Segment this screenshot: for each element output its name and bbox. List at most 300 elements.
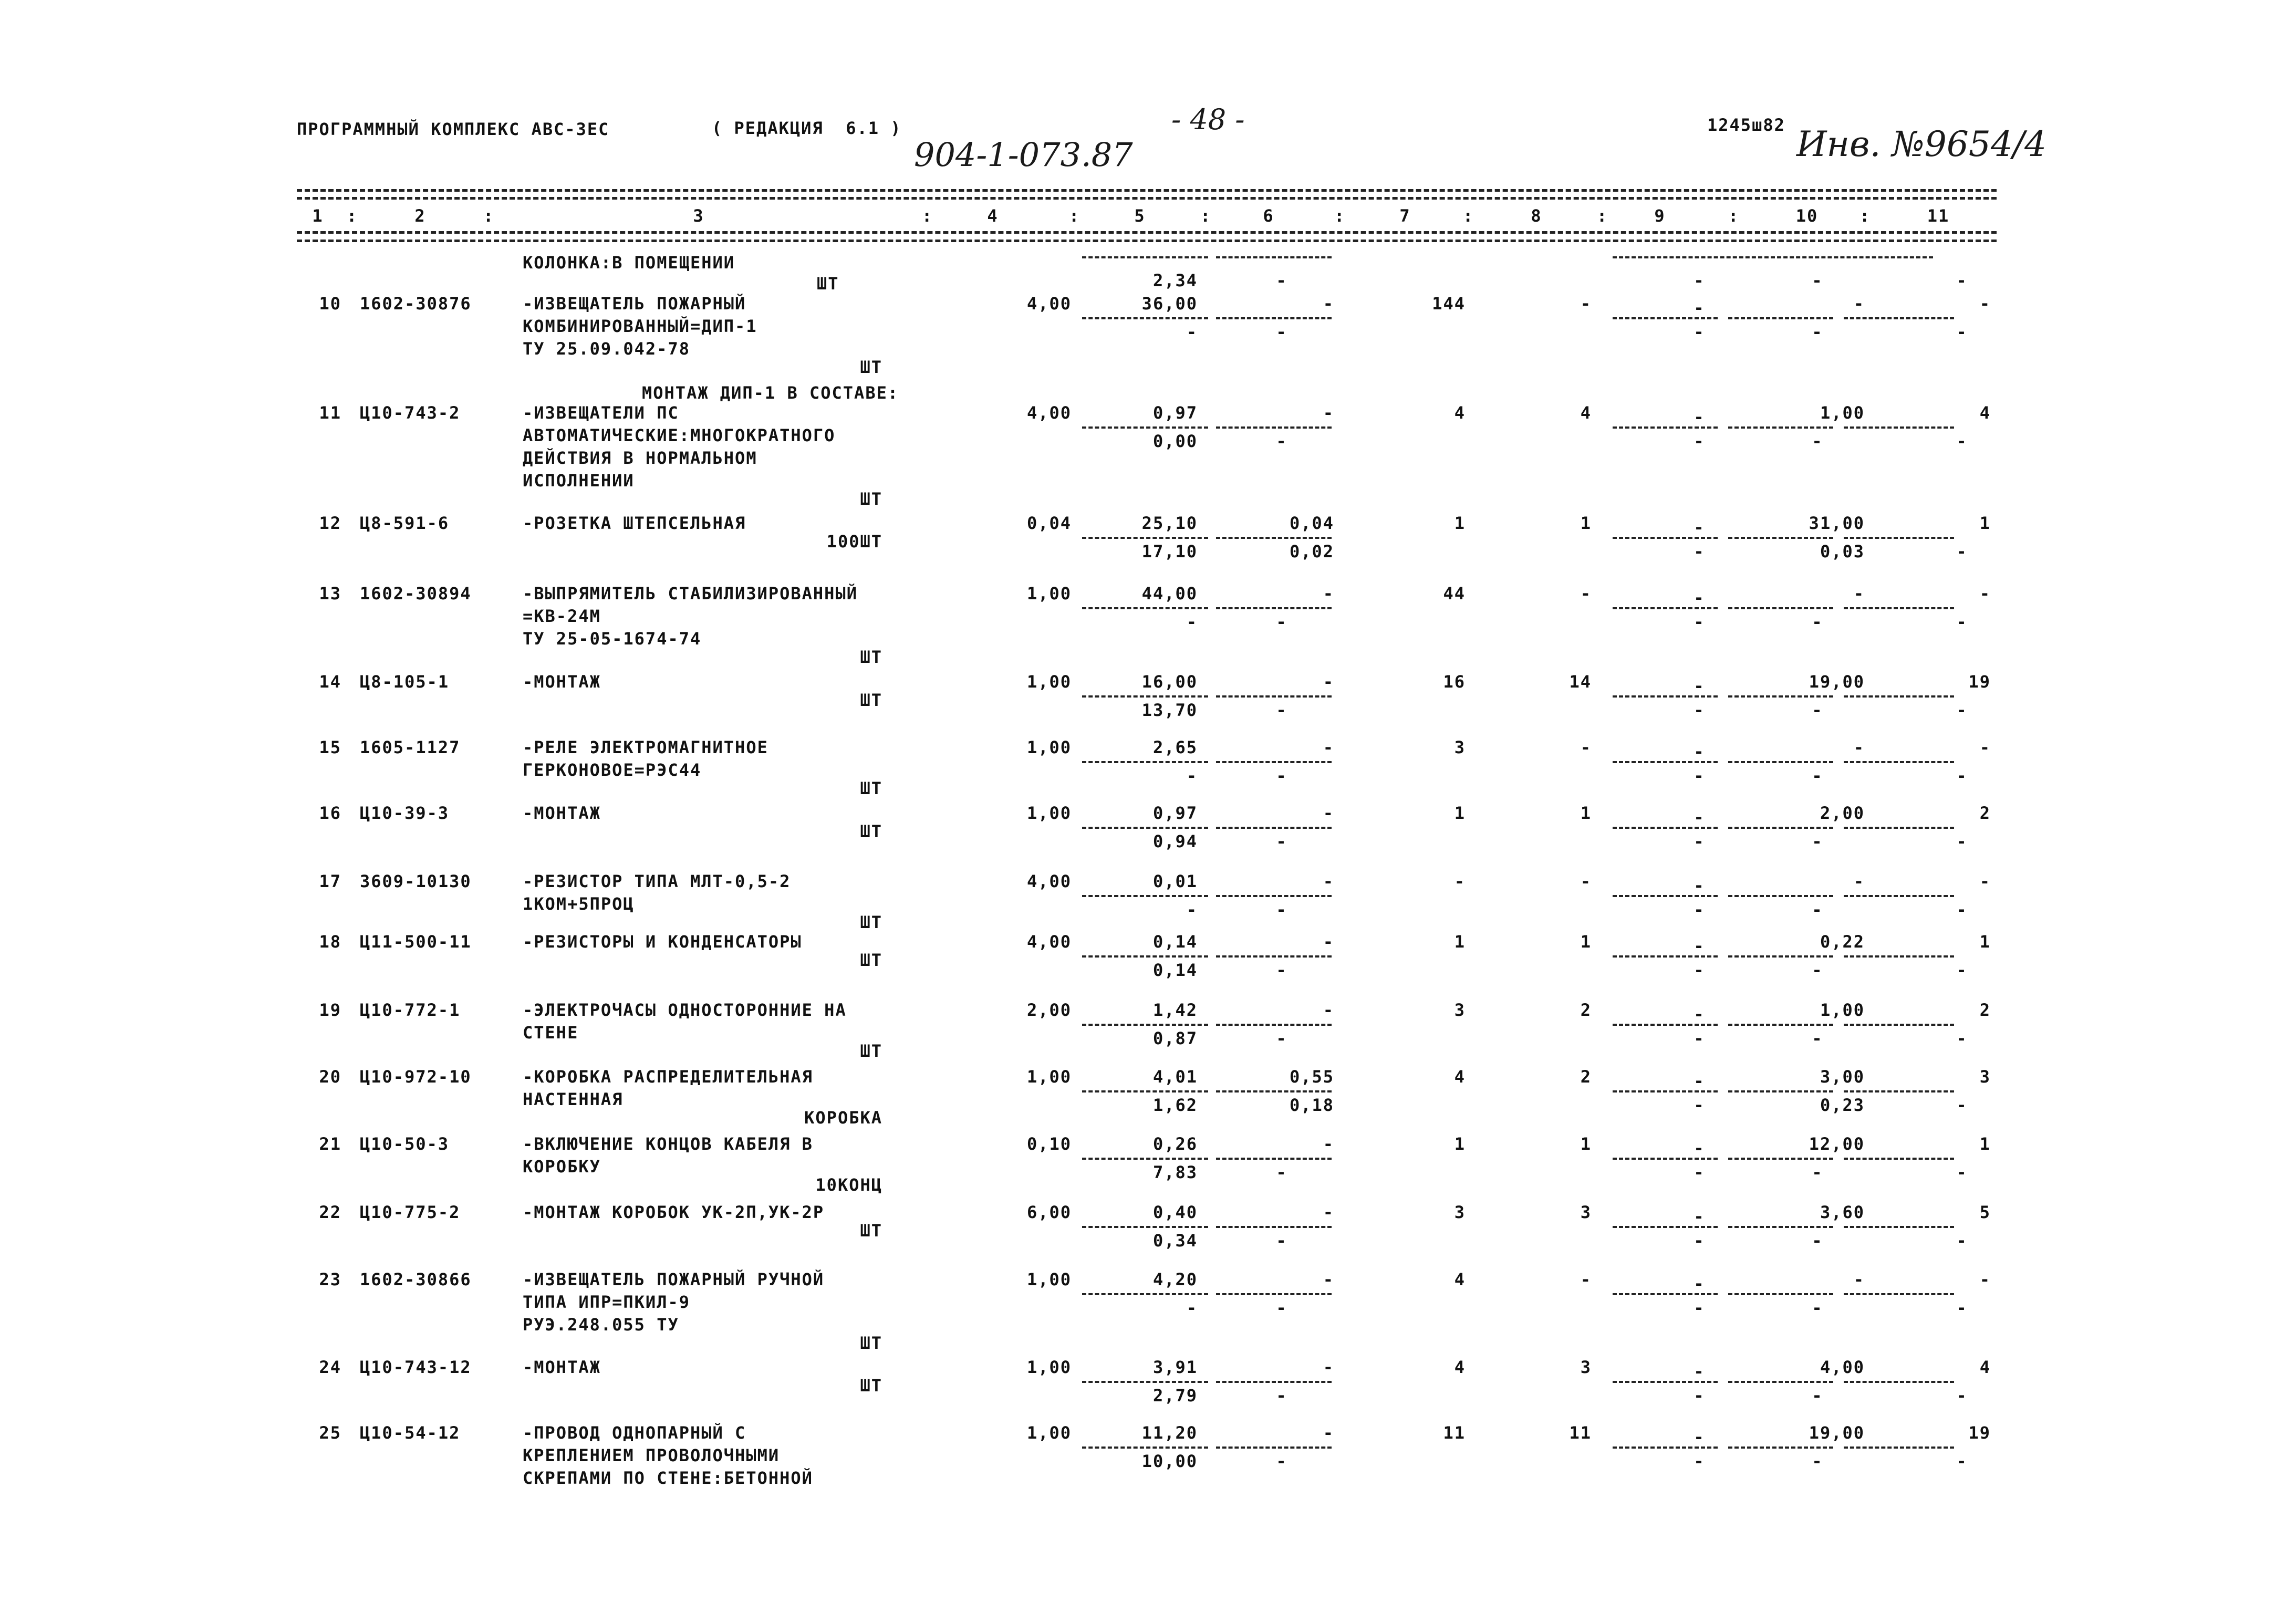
row-cell-9: -: [1694, 1138, 1705, 1158]
row-cell-8: 1: [1580, 513, 1592, 533]
row-cell-10-sub: -: [1812, 612, 1823, 632]
row-code: Ц10-775-2: [360, 1202, 461, 1222]
row-cell-5-total: 36,00: [1141, 294, 1198, 314]
row-subtotal-rule: [1082, 1293, 1208, 1295]
row-cell-11-sub: -: [1956, 900, 1968, 920]
row-subtotal-rule: [1082, 1158, 1208, 1160]
row-subtotal-rule: [1728, 827, 1833, 829]
row-cell-9: -: [1694, 807, 1705, 827]
row-cell-11-sub: -: [1956, 1028, 1968, 1048]
row-cell-8: 4: [1580, 403, 1592, 423]
row-cell-4: 4,00: [1026, 294, 1072, 314]
row-description: -МОНТАЖ: [523, 803, 601, 823]
row-code: Ц8-105-1: [360, 672, 450, 692]
row-number: 25: [319, 1423, 341, 1443]
row-cell-9-sub: -: [1694, 766, 1705, 786]
row-subtotal-rule: [1613, 895, 1718, 897]
row-description: -МОНТАЖ КОРОБОК УК-2П,УК-2Р: [523, 1202, 825, 1222]
row-cell-10-sub: -: [1812, 322, 1823, 342]
row-cell-6-sub: -: [1276, 700, 1287, 720]
row-cell-10-sub: -: [1812, 900, 1823, 920]
row-cell-5-wage: 0,34: [1152, 1231, 1198, 1251]
row-cell-11-sub: -: [1956, 322, 1968, 342]
row-cell-6: -: [1323, 1202, 1334, 1222]
row-cell-5-wage: 0,00: [1152, 431, 1198, 451]
row-subtotal-rule: [1844, 1293, 1954, 1295]
row-subtotal-rule: [1216, 537, 1332, 539]
row-subtotal-rule: [1216, 1293, 1332, 1295]
row-cell-6: -: [1276, 270, 1287, 290]
row-subtotal-rule: [1613, 317, 1718, 319]
inventory-stamp: Инв. №9654/4: [1796, 124, 2047, 164]
row-unit: 100ШТ: [826, 532, 882, 551]
row-cell-11-sub: -: [1956, 1386, 1968, 1406]
row-number: 11: [319, 403, 341, 423]
row-cell-10: 2,00: [1820, 803, 1865, 823]
row-cell-9: -: [1694, 1361, 1705, 1381]
row-subtotal-rule: [1216, 317, 1332, 319]
col-header-5: 5: [1134, 206, 1146, 226]
row-description: ТИПА ИПР=ПКИЛ-9: [523, 1292, 690, 1312]
row-subtotal-rule: [1728, 761, 1833, 763]
row-subtotal-rule: [1844, 761, 1954, 763]
row-cell-5-wage: -: [1186, 612, 1198, 632]
row-number: 18: [319, 932, 341, 952]
row-cell-8: -: [1580, 584, 1592, 603]
row-cell-9-sub: -: [1694, 1028, 1705, 1048]
row-cell-10-sub: -: [1812, 1298, 1823, 1318]
row-code: Ц10-743-12: [360, 1357, 472, 1377]
row-cell-6-sub: -: [1276, 766, 1287, 786]
row-description: КРЕПЛЕНИЕМ ПРОВОЛОЧНЫМИ: [523, 1445, 780, 1465]
row-cell-9-sub: -: [1694, 1386, 1705, 1406]
row-subtotal-rule: [1082, 1024, 1208, 1026]
row-cell-6-sub: -: [1276, 900, 1287, 920]
row-description: -МОНТАЖ: [523, 672, 601, 692]
row-cell-7: 44: [1443, 584, 1466, 603]
row-cell-11: -: [1979, 871, 1991, 891]
row-unit: ШТ: [860, 1221, 882, 1241]
row-cell-10: -: [1853, 871, 1865, 891]
row-subtotal-rule: [1613, 537, 1718, 539]
row-cell-5-total: 0,97: [1152, 803, 1198, 823]
row-description: -КОРОБКА РАСПРЕДЕЛИТЕЛЬНАЯ: [523, 1067, 813, 1087]
row-description: НАСТЕННАЯ: [523, 1089, 624, 1109]
row-subtotal-rule: [1844, 537, 1954, 539]
row-cell-6-sub: -: [1276, 431, 1287, 451]
row-number: 23: [319, 1269, 341, 1289]
row-subtotal-rule: [1216, 1158, 1332, 1160]
row-code: Ц10-772-1: [360, 1000, 461, 1020]
row-cell-9: -: [1694, 407, 1705, 427]
row-subtotal-rule: [1082, 607, 1208, 609]
row-cell-11: -: [1979, 294, 1991, 314]
row-subtotal-rule: [1216, 1381, 1332, 1383]
row-cell-9-sub: -: [1694, 960, 1705, 980]
row-code: Ц11-500-11: [360, 932, 472, 952]
row-code: Ц10-743-2: [360, 403, 461, 423]
header-bottom-rule-2: [297, 240, 1997, 242]
row-cell-5-total: 11,20: [1141, 1423, 1198, 1443]
row-subtotal-rule: [1728, 1381, 1833, 1383]
row-cell-9: -: [1694, 742, 1705, 762]
row-cell-10: 3,60: [1820, 1202, 1865, 1222]
row-subtotal-rule: [1844, 607, 1954, 609]
row-subtotal-rule: [1613, 695, 1718, 698]
row-cell-5-wage: 13,70: [1141, 700, 1198, 720]
row-number: 12: [319, 513, 341, 533]
row-cell-7: 4: [1454, 1067, 1466, 1087]
row-cell-7: 3: [1454, 737, 1466, 757]
row-cell-10: -: [1812, 270, 1823, 290]
row-cell-9-sub: -: [1694, 1451, 1705, 1471]
row-cell-9: -: [1694, 1427, 1705, 1447]
row-cell-6-sub: -: [1276, 1451, 1287, 1471]
row-subtotal-rule: [1613, 256, 1933, 258]
row-number: 15: [319, 737, 341, 757]
row-subtotal-rule: [1082, 1090, 1208, 1092]
row-subtotal-rule: [1728, 607, 1833, 609]
row-cell-9-sub: -: [1694, 831, 1705, 851]
row-subtotal-rule: [1844, 426, 1954, 429]
project-code: 904-1-073.87: [914, 136, 1133, 174]
row-cell-6-sub: 0,02: [1289, 542, 1334, 561]
row-cell-4: 1,00: [1026, 1067, 1072, 1087]
row-cell-5-wage: -: [1186, 322, 1198, 342]
row-description: ТУ 25-05-1674-74: [523, 629, 702, 649]
row-subtotal-rule: [1728, 1024, 1833, 1026]
row-unit: ШТ: [860, 647, 882, 667]
row-cell-11: -: [1979, 737, 1991, 757]
row-description: ИСПОЛНЕНИИ: [523, 471, 635, 491]
col-header-10: 10: [1795, 206, 1819, 226]
row-unit: ШТ: [860, 690, 882, 710]
row-subtotal-rule: [1613, 955, 1718, 958]
row-description: -МОНТАЖ: [523, 1357, 601, 1377]
row-cell-5-total: 25,10: [1141, 513, 1198, 533]
doc-number: 1245ш82: [1707, 115, 1785, 135]
row-cell-7: 4: [1454, 1357, 1466, 1377]
row-cell-9-sub: -: [1694, 1231, 1705, 1251]
row-cell-7: 144: [1432, 294, 1466, 314]
row-cell-7: 3: [1454, 1202, 1466, 1222]
row-cell-6-sub: -: [1276, 1162, 1287, 1182]
row-cell-10: 19,00: [1809, 672, 1865, 692]
row-code: Ц10-39-3: [360, 803, 450, 823]
row-number: 22: [319, 1202, 341, 1222]
col-header-4: 4: [987, 206, 999, 226]
row-cell-4: 1,00: [1026, 737, 1072, 757]
row-cell-8: -: [1580, 1269, 1592, 1289]
row-number: 19: [319, 1000, 341, 1020]
row-code: Ц10-50-3: [360, 1134, 450, 1154]
row-cell-8: -: [1580, 294, 1592, 314]
row-description: -ЭЛЕКТРОЧАСЫ ОДНОСТОРОННИЕ НА: [523, 1000, 847, 1020]
row-cell-9: -: [1694, 936, 1705, 956]
row-description: ДЕЙСТВИЯ В НОРМАЛЬНОМ: [523, 448, 757, 468]
row-unit: ШТ: [860, 1041, 882, 1061]
row-cell-6-sub: 0,18: [1289, 1095, 1334, 1115]
row-description: ГЕРКОНОВОЕ=РЭС44: [523, 760, 702, 780]
row-subtotal-rule: [1082, 1447, 1208, 1449]
row-cell-4: 1,00: [1026, 1423, 1072, 1443]
row-description: -ИЗВЕЩАТЕЛЬ ПОЖАРНЫЙ: [523, 294, 746, 314]
row-cell-11: 19: [1968, 1423, 1991, 1443]
row-unit: ШТ: [860, 1333, 882, 1353]
row-cell-5-wage: 10,00: [1141, 1451, 1198, 1471]
row-subtotal-rule: [1613, 1226, 1718, 1228]
row-subtotal-rule: [1216, 426, 1332, 429]
row-number: 10: [319, 294, 341, 314]
row-cell-5-total: 0,97: [1152, 403, 1198, 423]
row-subtotal-rule: [1728, 1447, 1833, 1449]
col-header-7: 7: [1399, 206, 1411, 226]
header-top-rule-2: [297, 197, 1997, 200]
row-cell-5-total: 4,20: [1152, 1269, 1198, 1289]
row-unit: ШТ: [860, 1376, 882, 1396]
row-cell-10-sub: -: [1812, 1451, 1823, 1471]
row-code: 1602-30866: [360, 1269, 472, 1289]
row-cell-7: 16: [1443, 672, 1466, 692]
row-cell-9-sub: -: [1694, 900, 1705, 920]
row-cell-11: 5: [1979, 1202, 1991, 1222]
row-cell-9: -: [1694, 676, 1705, 696]
row-subtotal-rule: [1216, 1090, 1332, 1092]
row-cell-5-total: 0,26: [1152, 1134, 1198, 1154]
row-subtotal-rule: [1216, 695, 1332, 698]
row-cell-6: -: [1323, 932, 1334, 952]
header-top-rule: [297, 189, 1997, 192]
row-number: 17: [319, 871, 341, 891]
row-cell-5-wage: 7,83: [1152, 1162, 1198, 1182]
row-subtotal-rule: [1728, 317, 1833, 319]
row-number: 20: [319, 1067, 341, 1087]
row-subtotal-rule: [1844, 827, 1954, 829]
col-header-2: 2: [414, 206, 426, 226]
row-cell-10-sub: 0,23: [1820, 1095, 1865, 1115]
row-subtotal-rule: [1613, 1024, 1718, 1026]
row-cell-10-sub: -: [1812, 1231, 1823, 1251]
row-subtotal-rule: [1613, 761, 1718, 763]
row-cell-10: 1,00: [1820, 1000, 1865, 1020]
row-cell-10: -: [1853, 294, 1865, 314]
row-cell-10-sub: -: [1812, 1386, 1823, 1406]
row-cell-9: -: [1694, 1004, 1705, 1024]
row-description: -ВКЛЮЧЕНИЕ КОНЦОВ КАБЕЛЯ В: [523, 1134, 813, 1154]
row-description: -ИЗВЕЩАТЕЛЬ ПОЖАРНЫЙ РУЧНОЙ: [523, 1269, 825, 1289]
row-subtotal-rule: [1613, 1381, 1718, 1383]
row-cell-6: 0,55: [1289, 1067, 1334, 1087]
row-subtotal-rule: [1844, 1158, 1954, 1160]
row-cell-11-sub: -: [1956, 1095, 1968, 1115]
row-description: КОЛОНКА:В ПОМЕЩЕНИИ: [523, 253, 735, 273]
row-description: АВТОМАТИЧЕСКИЕ:МНОГОКРАТНОГО: [523, 425, 836, 445]
row-cell-6: -: [1323, 1269, 1334, 1289]
row-cell-5: 2,34: [1152, 270, 1198, 290]
row-code: Ц10-54-12: [360, 1423, 461, 1443]
row-cell-10-sub: -: [1812, 831, 1823, 851]
row-unit: ШТ: [860, 912, 882, 932]
row-cell-9-sub: -: [1694, 1162, 1705, 1182]
row-cell-6-sub: -: [1276, 612, 1287, 632]
row-subtotal-rule: [1082, 695, 1208, 698]
row-subtotal-rule: [1728, 695, 1833, 698]
row-cell-10: 31,00: [1809, 513, 1865, 533]
row-cell-11-sub: -: [1956, 1451, 1968, 1471]
row-cell-6-sub: -: [1276, 960, 1287, 980]
row-subtotal-rule: [1728, 895, 1833, 897]
row-description: -РЕЗИСТОРЫ И КОНДЕНСАТОРЫ: [523, 932, 802, 952]
row-cell-8: 2: [1580, 1067, 1592, 1087]
col-header-11: 11: [1927, 206, 1950, 226]
row-cell-9-sub: -: [1694, 1095, 1705, 1115]
row-cell-6: -: [1323, 672, 1334, 692]
row-subtotal-rule: [1844, 1447, 1954, 1449]
row-cell-11: 1: [1979, 1134, 1991, 1154]
row-description: СКРЕПАМИ ПО СТЕНЕ:БЕТОННОЙ: [523, 1468, 813, 1488]
row-cell-11: 4: [1979, 1357, 1991, 1377]
row-cell-5-wage: -: [1186, 766, 1198, 786]
row-cell-9: -: [1694, 588, 1705, 608]
row-cell-11: -: [1979, 584, 1991, 603]
row-subtotal-rule: [1216, 827, 1332, 829]
row-subtotal-rule: [1728, 537, 1833, 539]
row-subtotal-rule: [1082, 256, 1208, 258]
row-cell-4: 1,00: [1026, 584, 1072, 603]
row-subtotal-rule: [1844, 695, 1954, 698]
row-description: -ПРОВОД ОДНОПАРНЫЙ С: [523, 1423, 746, 1443]
row-code: Ц10-972-10: [360, 1067, 472, 1087]
row-subtotal-rule: [1728, 1293, 1833, 1295]
row-cell-5-total: 44,00: [1141, 584, 1198, 603]
row-subtotal-rule: [1082, 426, 1208, 429]
row-code: Ц8-591-6: [360, 513, 450, 533]
row-number: 21: [319, 1134, 341, 1154]
row-cell-11-sub: -: [1956, 1298, 1968, 1318]
row-number: 24: [319, 1357, 341, 1377]
row-cell-11-sub: -: [1956, 1162, 1968, 1182]
row-cell-11-sub: -: [1956, 542, 1968, 561]
row-cell-4: 1,00: [1026, 672, 1072, 692]
row-cell-6: -: [1323, 1357, 1334, 1377]
row-subtotal-rule: [1082, 955, 1208, 958]
row-subtotal-rule: [1216, 761, 1332, 763]
row-cell-11: 1: [1979, 513, 1991, 533]
col-header-3: 3: [693, 206, 704, 226]
row-cell-8: 11: [1569, 1423, 1592, 1443]
row-unit: ШТ: [817, 274, 839, 294]
row-cell-6: 0,04: [1289, 513, 1334, 533]
row-description: РУЭ.248.055 ТУ: [523, 1315, 679, 1335]
row-cell-4: 0,04: [1026, 513, 1072, 533]
row-subtotal-rule: [1216, 1447, 1332, 1449]
row-cell-5-total: 0,40: [1152, 1202, 1198, 1222]
row-cell-11: 2: [1979, 1000, 1991, 1020]
row-cell-6-sub: -: [1276, 1298, 1287, 1318]
row-cell-7: 1: [1454, 1134, 1466, 1154]
row-cell-10: -: [1853, 584, 1865, 603]
row-cell-9: -: [1694, 270, 1705, 290]
row-cell-6: -: [1323, 737, 1334, 757]
row-subtotal-rule: [1844, 1381, 1954, 1383]
row-cell-7: -: [1454, 871, 1466, 891]
row-cell-5-total: 0,14: [1152, 932, 1198, 952]
row-cell-4: 1,00: [1026, 803, 1072, 823]
row-cell-5-total: 16,00: [1141, 672, 1198, 692]
row-cell-7: 4: [1454, 1269, 1466, 1289]
row-cell-10: 1,00: [1820, 403, 1865, 423]
row-cell-10: -: [1853, 737, 1865, 757]
row-cell-11: 4: [1979, 403, 1991, 423]
row-cell-4: 1,00: [1026, 1357, 1072, 1377]
row-cell-5-total: 1,42: [1152, 1000, 1198, 1020]
row-description: -ВЫПРЯМИТЕЛЬ СТАБИЛИЗИРОВАННЫЙ: [523, 584, 858, 603]
row-subtotal-rule: [1613, 1158, 1718, 1160]
row-cell-9: -: [1694, 1274, 1705, 1294]
row-description: КОМБИНИРОВАННЫЙ=ДИП-1: [523, 316, 757, 336]
row-cell-5-wage: 2,79: [1152, 1386, 1198, 1406]
row-subtotal-rule: [1728, 426, 1833, 429]
row-cell-8: 1: [1580, 932, 1592, 952]
row-description: -РЕЛЕ ЭЛЕКТРОМАГНИТНОЕ: [523, 737, 768, 757]
row-cell-6: -: [1323, 584, 1334, 603]
row-subtotal-rule: [1613, 1090, 1718, 1092]
row-subtotal-rule: [1082, 827, 1208, 829]
row-cell-10-sub: -: [1812, 1028, 1823, 1048]
row-subtotal-rule: [1082, 761, 1208, 763]
row-cell-7: 3: [1454, 1000, 1466, 1020]
row-subtotal-rule: [1844, 317, 1954, 319]
row-cell-9: -: [1694, 1206, 1705, 1226]
row-subtotal-rule: [1728, 1158, 1833, 1160]
row-cell-7: 11: [1443, 1423, 1466, 1443]
row-subtotal-rule: [1216, 955, 1332, 958]
row-cell-11: 1: [1979, 932, 1991, 952]
row-cell-6: -: [1323, 871, 1334, 891]
row-subtotal-rule: [1082, 317, 1208, 319]
row-cell-4: 6,00: [1026, 1202, 1072, 1222]
row-cell-5-wage: -: [1186, 900, 1198, 920]
edition-label: ( РЕДАКЦИЯ 6.1 ): [712, 118, 902, 138]
row-cell-6-sub: -: [1276, 1231, 1287, 1251]
page-number: - 48 -: [1171, 103, 1245, 136]
header-bottom-rule: [297, 231, 1997, 234]
row-cell-4: 0,10: [1026, 1134, 1072, 1154]
row-cell-10-sub: 0,03: [1820, 542, 1865, 561]
row-code: 1602-30876: [360, 294, 472, 314]
row-description: 1КОМ+5ПРОЦ: [523, 894, 635, 914]
row-cell-9-sub: -: [1694, 322, 1705, 342]
row-cell-9: -: [1694, 517, 1705, 537]
row-number: 13: [319, 584, 341, 603]
row-code: 1602-30894: [360, 584, 472, 603]
row-subtotal-rule: [1728, 1090, 1833, 1092]
col-header-1: 1: [312, 206, 324, 226]
row-subtotal-rule: [1613, 827, 1718, 829]
row-cell-11: 2: [1979, 803, 1991, 823]
row-cell-10-sub: -: [1812, 431, 1823, 451]
row-cell-5-wage: 17,10: [1141, 542, 1198, 561]
row-description: -РЕЗИСТОР ТИПА МЛТ-0,5-2: [523, 871, 791, 891]
row-cell-11-sub: -: [1956, 960, 1968, 980]
row-subtotal-rule: [1613, 426, 1718, 429]
row-code: 1605-1127: [360, 737, 461, 757]
row-cell-5-wage: 1,62: [1152, 1095, 1198, 1115]
row-code: 3609-10130: [360, 871, 472, 891]
row-cell-7: 4: [1454, 403, 1466, 423]
row-cell-5-total: 4,01: [1152, 1067, 1198, 1087]
row-description: -ИЗВЕЩАТЕЛИ ПС: [523, 403, 679, 423]
